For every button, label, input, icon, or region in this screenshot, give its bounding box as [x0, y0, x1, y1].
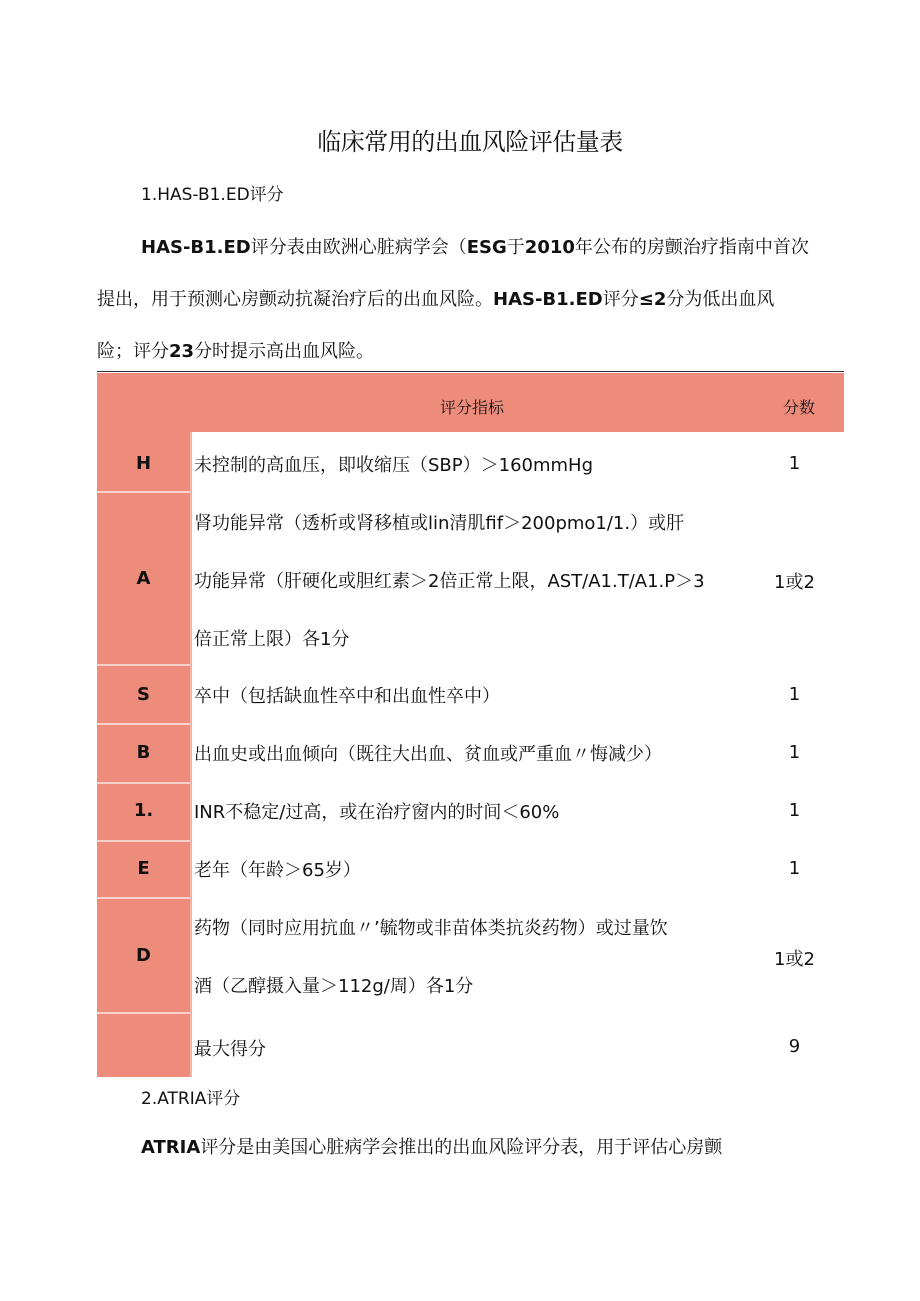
row-score: 1: [788, 453, 801, 474]
table-header: [97, 373, 844, 432]
bold-text: HAS-B1.ED: [493, 289, 603, 310]
row-score: 1: [788, 858, 801, 879]
row-score: 9: [788, 1036, 801, 1057]
bold-text: ESG: [466, 237, 507, 258]
row-text: 老年（年龄＞65岁）: [194, 860, 361, 881]
row-text: 卒中（包括缺血性卒中和出血性卒中）: [194, 686, 500, 707]
text: 提出，用于预测心房颤动抗凝治疗后的出血风险。: [97, 289, 493, 310]
row-letter: E: [137, 858, 150, 879]
row-text: 最大得分: [194, 1039, 266, 1060]
section1-heading: 1.HAS-B1.ED评分: [141, 185, 284, 205]
row-letter: A: [136, 568, 151, 589]
bold-text: 23: [169, 341, 195, 362]
table-top-rule: [97, 371, 844, 372]
row-text: 出血史或出血倾向（既往大出血、贫血或严重血〃悔减少）: [194, 744, 662, 765]
text: 评分表由欧洲心脏病学会（: [250, 237, 467, 258]
row-divider: [97, 491, 190, 493]
header-indicator: 评分指标: [440, 398, 505, 417]
row-text: INR不稳定/过高，或在治疗窗内的时间＜60%: [194, 802, 560, 823]
row-score: 1: [788, 742, 801, 763]
row-score: 1: [788, 800, 801, 821]
text: 于: [506, 237, 525, 258]
row-text: 倍正常上限）各1分: [194, 629, 350, 650]
row-letter: B: [136, 742, 151, 763]
text: 险；评分: [97, 341, 169, 362]
row-score: 1或2: [774, 949, 815, 970]
text: 分时提示高出血风险。: [194, 341, 375, 362]
text: 评分是由美国心脏病学会推出的出血风险评分表，用于评估心房颤: [200, 1137, 723, 1158]
text: 年公布的房颤治疗指南中首次: [574, 237, 809, 258]
section2-heading: 2.ATRIA评分: [141, 1089, 241, 1109]
row-text: 功能异常（肝硬化或胆红素＞2倍正常上限，AST/A1.T/A1.P＞3: [194, 571, 705, 592]
row-text: 未控制的高血压，即收缩压（SBP）＞160mmHg: [194, 455, 594, 476]
row-divider: [97, 723, 190, 725]
bold-text: ≤2: [638, 289, 667, 310]
section1-paragraph: [97, 222, 837, 378]
bold-text: ATRIA: [141, 1137, 201, 1158]
text: 评分: [602, 289, 639, 310]
row-text: 酒（乙醇摄入量＞112g/周）各1分: [194, 976, 474, 997]
header-score: 分数: [783, 398, 816, 417]
row-text: 肾功能异常（透析或肾移植或lin清肌fif＞200pmo1/1.）或肝: [194, 513, 685, 534]
row-divider: [97, 897, 190, 899]
section2-paragraph: [97, 1122, 837, 1174]
text: 分为低出血风: [666, 289, 775, 310]
page-title: 临床常用的出血风险评估量表: [317, 128, 623, 156]
row-text: 药物（同时应用抗血〃’毓物或非苗体类抗炎药物）或过量饮: [194, 918, 668, 939]
row-divider: [97, 782, 190, 784]
row-score: 1或2: [774, 572, 815, 593]
row-score: 1: [788, 684, 801, 705]
row-letter: S: [137, 684, 150, 705]
bold-text: HAS-B1.ED: [141, 237, 251, 258]
bold-text: 2010: [524, 237, 575, 258]
row-letter: D: [136, 945, 151, 966]
row-letter: H: [135, 453, 152, 474]
row-divider: [97, 840, 190, 842]
row-divider: [97, 664, 190, 666]
row-divider: [97, 1012, 190, 1014]
row-letter: 1.: [133, 800, 154, 821]
